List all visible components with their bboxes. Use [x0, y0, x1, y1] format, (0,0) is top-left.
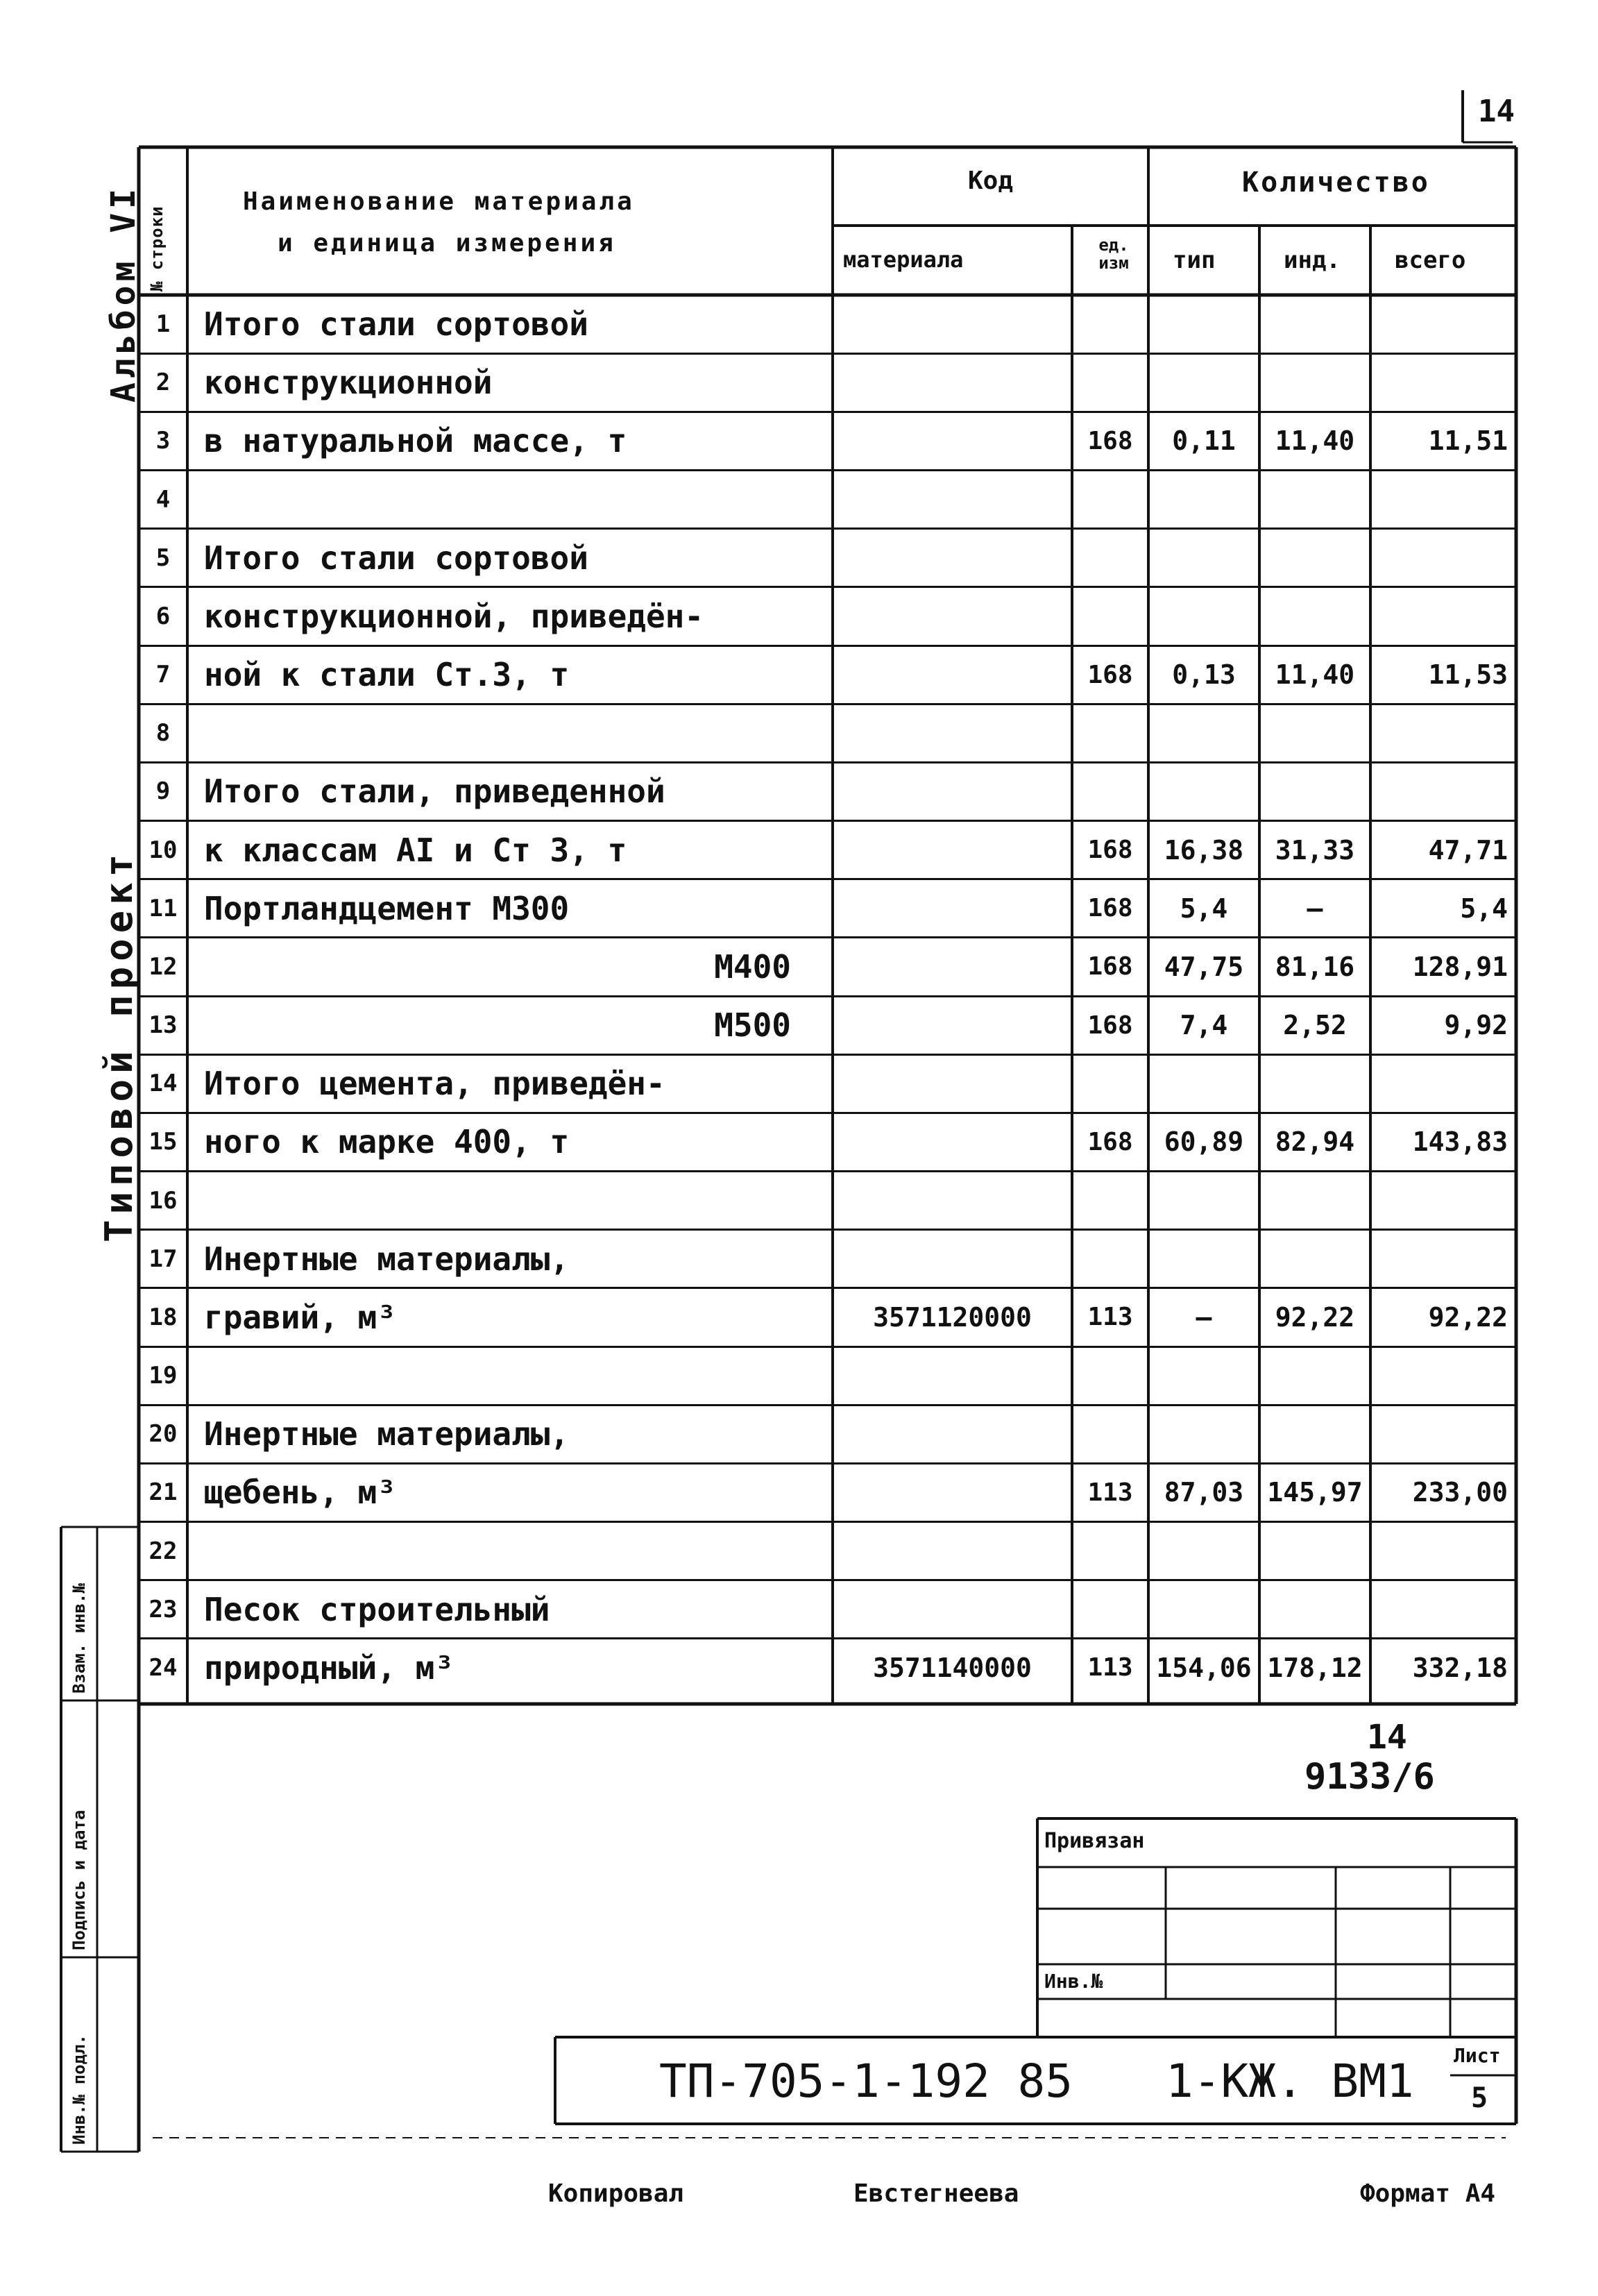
- row-number: 18: [148, 1303, 178, 1331]
- unit-code: 168: [1087, 836, 1133, 865]
- header-quantity: Количество: [1242, 167, 1430, 199]
- row-number: 10: [148, 836, 178, 864]
- material-code: [833, 704, 1072, 762]
- qty-type: —: [1196, 1301, 1212, 1333]
- qty-type: [1148, 1172, 1259, 1230]
- header-code: Код: [968, 167, 1014, 195]
- sheet-code: 1-КЖ. ВМ1: [1166, 2054, 1414, 2108]
- qty-ind: [1259, 1172, 1370, 1230]
- row-number: 16: [148, 1186, 178, 1215]
- qty-ind: 178,12: [1267, 1652, 1363, 1683]
- unit-code: 113: [1087, 1478, 1133, 1507]
- qty-type: [1148, 529, 1259, 587]
- qty-ind: [1259, 762, 1370, 820]
- material-name: М500: [714, 1006, 791, 1045]
- qty-type: 16,38: [1164, 834, 1244, 866]
- material-code: 3571120000: [873, 1301, 1032, 1333]
- qty-type: 60,89: [1164, 1126, 1244, 1158]
- qty-type: 0,11: [1172, 425, 1236, 457]
- material-name: [187, 1347, 833, 1405]
- unit-code: [1072, 1405, 1148, 1463]
- row-number: 12: [148, 952, 178, 981]
- row-number: 21: [148, 1478, 178, 1507]
- material-name: Портландцемент М300: [204, 889, 570, 927]
- qty-ind: —: [1307, 893, 1323, 924]
- material-name: конструкционной, приведён-: [204, 597, 704, 635]
- qty-ind: [1259, 1580, 1370, 1639]
- row-number: 19: [148, 1362, 178, 1390]
- designation: ТП-705-1-192 85: [659, 2054, 1073, 2108]
- album-label: Альбом VI: [104, 184, 143, 403]
- qty-total: 47,71: [1428, 834, 1508, 866]
- qty-type: 0,13: [1172, 659, 1236, 691]
- qty-type: [1148, 1054, 1259, 1113]
- material-code: 3571140000: [873, 1652, 1032, 1683]
- qty-type: [1148, 762, 1259, 820]
- list-label: Лист: [1454, 2044, 1501, 2067]
- unit-code: 168: [1087, 1011, 1133, 1040]
- row-number: 2: [155, 369, 171, 397]
- qty-ind: [1259, 1522, 1370, 1580]
- unit-code: [1072, 1347, 1148, 1405]
- inv-no-label: Инв.№: [1044, 1970, 1103, 1993]
- unit-code: [1072, 1172, 1148, 1230]
- unit-code: 113: [1087, 1303, 1133, 1332]
- unit-code: 168: [1087, 952, 1133, 981]
- row-number: 1: [155, 310, 171, 339]
- qty-type: [1148, 1405, 1259, 1463]
- row-number: 5: [155, 543, 171, 572]
- qty-ind: 31,33: [1275, 834, 1355, 866]
- material-code: [833, 1054, 1072, 1113]
- format-label: Формат А4: [1360, 2179, 1496, 2208]
- unit-code: [1072, 1580, 1148, 1639]
- material-code: [833, 938, 1072, 996]
- material-name: [187, 704, 833, 762]
- material-name: в натуральной массе, т: [204, 422, 627, 460]
- header-qty-total: всего: [1395, 246, 1466, 274]
- material-code: [833, 1405, 1072, 1463]
- material-code: [833, 1463, 1072, 1521]
- row-number: 23: [148, 1595, 178, 1623]
- page-number: 14: [1478, 94, 1515, 129]
- material-name: к классам AI и Ст 3, т: [204, 831, 627, 869]
- qty-ind: 92,22: [1275, 1301, 1355, 1333]
- unit-code: [1072, 471, 1148, 529]
- unit-code: 168: [1087, 660, 1133, 689]
- material-code: [833, 996, 1072, 1054]
- material-code: [833, 295, 1072, 353]
- row-number: 20: [148, 1420, 178, 1449]
- qty-total: [1370, 353, 1516, 412]
- row-number-header: № строки: [147, 205, 167, 292]
- material-name: Инертные материалы,: [204, 1415, 570, 1453]
- qty-type: 7,4: [1180, 1010, 1228, 1041]
- material-name: Итого цемента, приведён-: [204, 1065, 665, 1103]
- qty-type: [1148, 295, 1259, 353]
- material-code: [833, 1230, 1072, 1288]
- qty-total: [1370, 471, 1516, 529]
- row-number: 3: [155, 427, 171, 455]
- material-name: [187, 1522, 833, 1580]
- material-code: [833, 645, 1072, 704]
- list-number: 5: [1471, 2082, 1488, 2114]
- material-name: Итого стали сортовой: [204, 305, 588, 344]
- row-number: 7: [155, 661, 171, 689]
- qty-type: [1148, 587, 1259, 645]
- qty-total: 11,51: [1428, 425, 1508, 457]
- qty-type: [1148, 1230, 1259, 1288]
- qty-ind: 2,52: [1283, 1010, 1347, 1041]
- material-code: [833, 412, 1072, 470]
- unit-code: 168: [1087, 1127, 1133, 1156]
- material-name: [187, 1172, 833, 1230]
- qty-total: [1370, 1347, 1516, 1405]
- qty-type: [1148, 471, 1259, 529]
- qty-type: 47,75: [1164, 951, 1244, 982]
- material-name: конструкционной: [204, 364, 493, 402]
- copied-by-label: Копировал: [548, 2179, 684, 2208]
- qty-ind: [1259, 353, 1370, 412]
- qty-type: [1148, 1522, 1259, 1580]
- qty-total: [1370, 1054, 1516, 1113]
- qty-type: 87,03: [1164, 1477, 1244, 1508]
- unit-code: [1072, 529, 1148, 587]
- unit-code: [1072, 1054, 1148, 1113]
- header-qty-ind: инд.: [1284, 246, 1341, 274]
- inv-orig-label: Инв.№ подл.: [69, 2034, 89, 2145]
- row-number: 15: [148, 1128, 178, 1156]
- qty-total: 332,18: [1412, 1652, 1508, 1683]
- material-code: [833, 1580, 1072, 1639]
- qty-ind: [1259, 1347, 1370, 1405]
- material-name: гравий, м³: [204, 1298, 396, 1336]
- header-name-line2: и единица измерения: [278, 229, 616, 258]
- qty-ind: [1259, 1405, 1370, 1463]
- qty-total: 128,91: [1412, 951, 1508, 982]
- qty-total: [1370, 529, 1516, 587]
- material-code: [833, 353, 1072, 412]
- material-code: [833, 1522, 1072, 1580]
- qty-type: [1148, 704, 1259, 762]
- header-code-material: материала: [843, 246, 964, 273]
- material-name: ной к стали Ст.3, т: [204, 656, 570, 694]
- qty-type: [1148, 1347, 1259, 1405]
- qty-total: 11,53: [1428, 659, 1508, 691]
- qty-total: 92,22: [1428, 1301, 1508, 1333]
- unit-code: [1072, 762, 1148, 820]
- material-name: [187, 471, 833, 529]
- qty-type: 5,4: [1180, 893, 1228, 924]
- unit-code: [1072, 295, 1148, 353]
- qty-ind: 145,97: [1267, 1477, 1363, 1508]
- material-code: [833, 587, 1072, 645]
- row-number: 22: [148, 1537, 178, 1565]
- material-name: Итого стали, приведенной: [204, 773, 665, 811]
- row-number: 6: [155, 602, 171, 630]
- unit-code: [1072, 1230, 1148, 1288]
- qty-ind: [1259, 295, 1370, 353]
- project-type-label: Типовой проект: [97, 848, 141, 1242]
- qty-total: [1370, 587, 1516, 645]
- qty-total: [1370, 1580, 1516, 1639]
- stamp-page-small: 14: [1367, 1718, 1407, 1757]
- material-code: [833, 1172, 1072, 1230]
- privyazan-label: Привязан: [1044, 1829, 1145, 1853]
- unit-code: 113: [1087, 1653, 1133, 1682]
- qty-ind: [1259, 704, 1370, 762]
- material-name: М400: [714, 947, 791, 986]
- qty-ind: 81,16: [1275, 951, 1355, 982]
- unit-code: [1072, 704, 1148, 762]
- qty-total: [1370, 1405, 1516, 1463]
- qty-ind: [1259, 529, 1370, 587]
- qty-type: 154,06: [1156, 1652, 1252, 1683]
- material-name: ного к марке 400, т: [204, 1123, 570, 1161]
- qty-ind: [1259, 1230, 1370, 1288]
- row-number: 13: [148, 1011, 178, 1040]
- unit-code: 168: [1087, 894, 1133, 923]
- qty-total: [1370, 762, 1516, 820]
- qty-total: [1370, 295, 1516, 353]
- material-name: щебень, м³: [204, 1474, 396, 1512]
- material-name: природный, м³: [204, 1648, 454, 1687]
- qty-type: [1148, 1580, 1259, 1639]
- qty-total: 9,92: [1444, 1010, 1508, 1041]
- unit-code: [1072, 1522, 1148, 1580]
- row-number: 8: [155, 719, 171, 748]
- qty-total: [1370, 1522, 1516, 1580]
- unit-code: [1072, 353, 1148, 412]
- vzam-inv-label: Взам. инв.№: [69, 1583, 89, 1694]
- copier-name: Евстегнеева: [853, 2179, 1019, 2208]
- material-code: [833, 879, 1072, 938]
- material-code: [833, 1347, 1072, 1405]
- qty-type: [1148, 353, 1259, 412]
- signature-date-label: Подпись и дата: [69, 1809, 89, 1950]
- qty-ind: [1259, 1054, 1370, 1113]
- header-code-unit: ед. изм: [1098, 235, 1129, 273]
- material-code: [833, 762, 1072, 820]
- qty-ind: [1259, 587, 1370, 645]
- qty-ind: 11,40: [1275, 425, 1355, 457]
- row-number: 24: [148, 1653, 178, 1682]
- unit-code: 168: [1087, 426, 1133, 455]
- row-number: 11: [148, 894, 178, 922]
- qty-ind: 11,40: [1275, 659, 1355, 691]
- row-number: 9: [155, 777, 171, 806]
- row-number: 17: [148, 1244, 178, 1273]
- qty-total: [1370, 1230, 1516, 1288]
- qty-ind: 82,94: [1275, 1126, 1355, 1158]
- row-number: 14: [148, 1070, 178, 1098]
- material-name: Песок строительный: [204, 1590, 550, 1628]
- header-name-line1: Наименование материала: [243, 187, 635, 216]
- material-code: [833, 471, 1072, 529]
- material-code: [833, 821, 1072, 879]
- material-name: Итого стали сортовой: [204, 539, 588, 577]
- qty-ind: [1259, 471, 1370, 529]
- qty-total: [1370, 1172, 1516, 1230]
- qty-total: 143,83: [1412, 1126, 1508, 1158]
- material-code: [833, 1113, 1072, 1171]
- unit-code: [1072, 587, 1148, 645]
- qty-total: [1370, 704, 1516, 762]
- material-code: [833, 529, 1072, 587]
- qty-total: 5,4: [1460, 893, 1508, 924]
- material-name: Инертные материалы,: [204, 1240, 570, 1278]
- drawing-number: 9133/6: [1304, 1756, 1435, 1798]
- header-qty-type: тип: [1173, 246, 1216, 274]
- row-number: 4: [155, 485, 171, 514]
- qty-total: 233,00: [1412, 1477, 1508, 1508]
